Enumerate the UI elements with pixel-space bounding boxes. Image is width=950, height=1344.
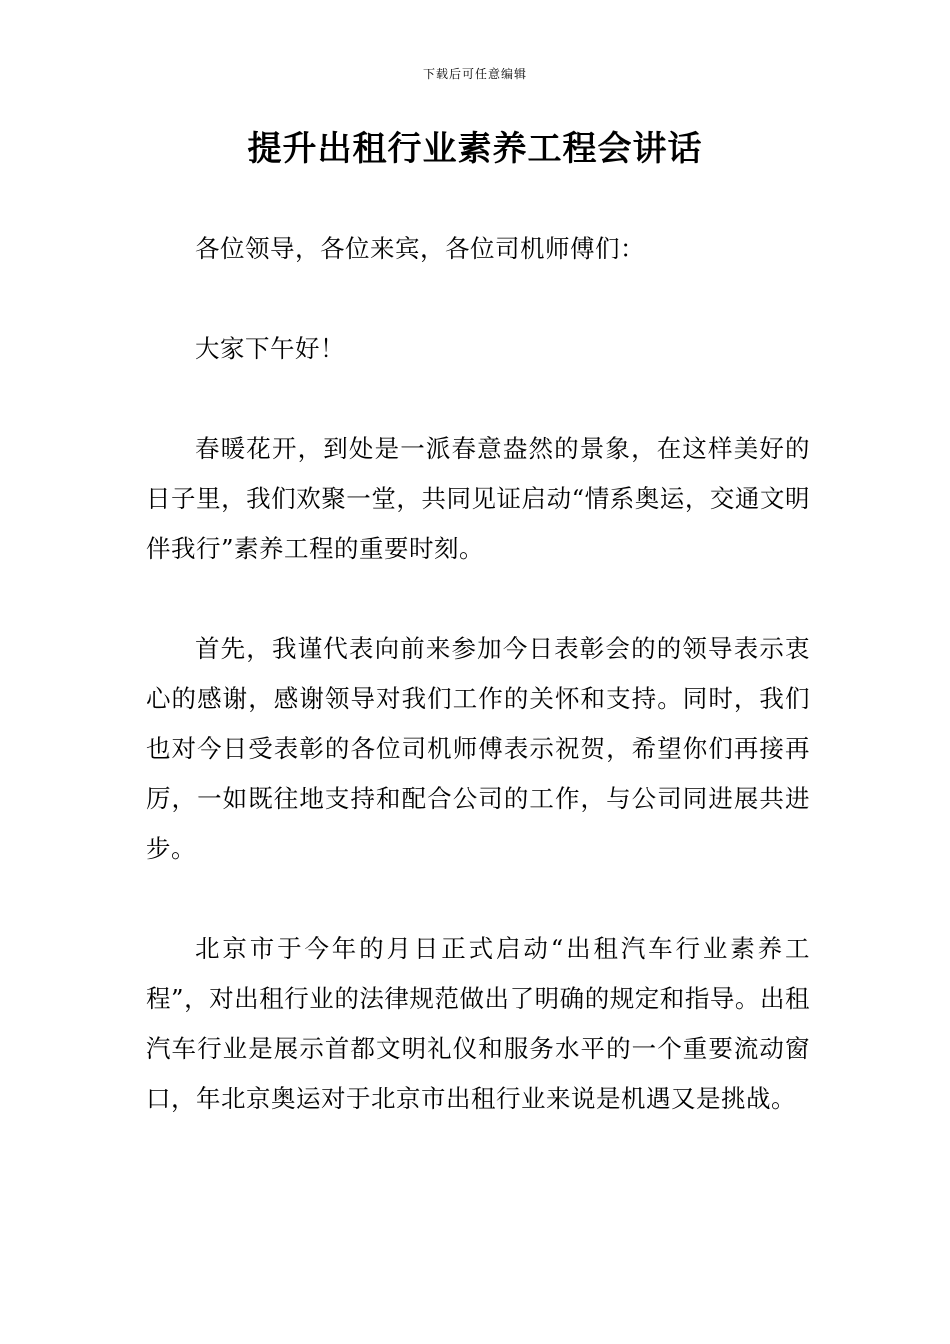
body-paragraph: 首先，我谨代表向前来参加今日表彰会的的领导表示衷心的感谢，感谢领导对我们工作的关怀和支持。同时，我们也对今日受表彰的各位司机师傅表示祝贺，希望你们再接再厉，一如既往地支持和配合公司的工作，与公司同进展共进步。 — [146, 634, 810, 863]
header-note: 下载后可任意编辑 — [422, 67, 527, 81]
document-body — [146, 224, 810, 1174]
body-paragraph: 北京市于今年的月日正式启动“出租汽车行业素养工程”，对出租行业的法律规范做出了明确的规定和指导。出租汽车行业是展示首都文明礼仪和服务水平的一个重要流动窗口，年北京奥运对于北京市出租行业来说是机遇又是挑战。 — [146, 934, 810, 1113]
greeting-paragraph: 大家下午好！ — [195, 334, 345, 363]
document-title: 提升出租行业素养工程会讲话 — [247, 129, 703, 169]
salutation-paragraph: 各位领导，各位来宾，各位司机师傅们： — [195, 234, 645, 263]
body-paragraph: 春暖花开，到处是一派春意盎然的景象，在这样美好的日子里，我们欢聚一堂，共同见证启动“情系奥运，交通文明伴我行”素养工程的重要时刻。 — [146, 434, 810, 563]
